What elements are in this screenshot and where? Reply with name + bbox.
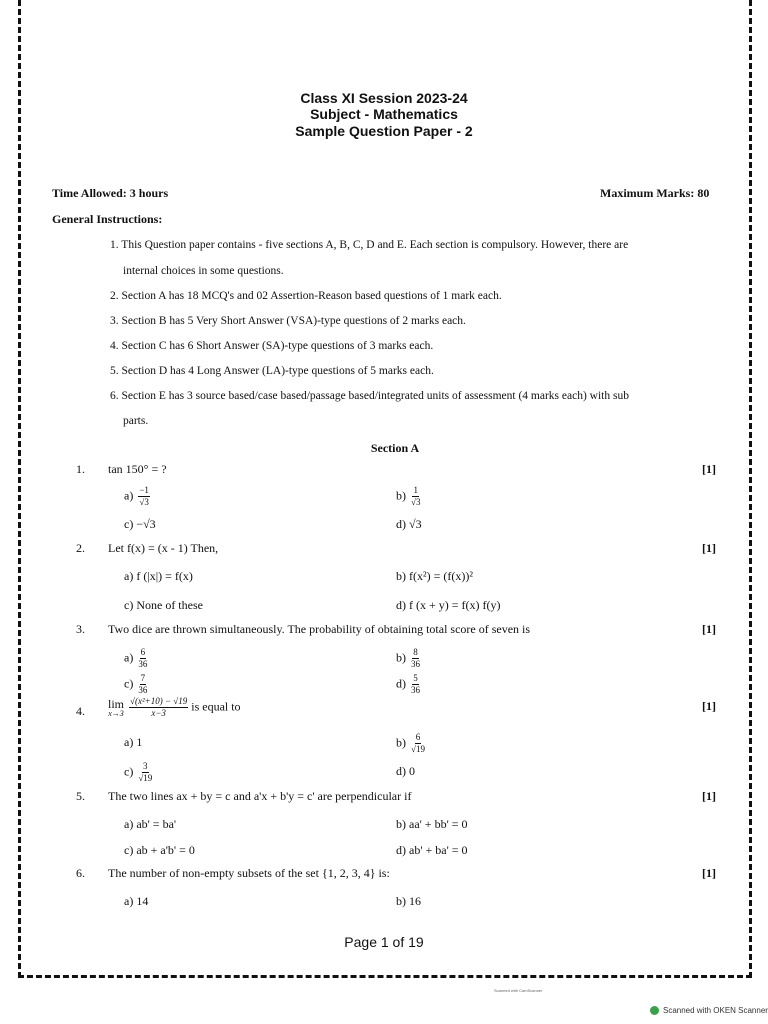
option-d: d) 0 — [396, 764, 415, 778]
question-marks: [1] — [702, 622, 716, 636]
question-number: 6. — [76, 866, 85, 880]
scanner-badge: Scanned with OKEN Scanner — [650, 1006, 768, 1015]
time-allowed: Time Allowed: 3 hours — [52, 186, 169, 200]
option-c: c) −√3 — [124, 517, 156, 531]
option-b: b) $\frac{8}{36}$ — [396, 647, 420, 669]
question-number: 4. — [76, 704, 85, 718]
option-c: c) None of these — [124, 598, 203, 612]
instruction-1: 1. This Question paper contains - five sections A, B, C, D and E. Each section is compulsory. However, there are — [110, 239, 629, 251]
instruction-1-cont: internal choices in some questions. — [123, 265, 284, 277]
question-marks: [1] — [702, 462, 716, 476]
question-text: lim x→3 $\frac{\text{√(x²+10) − √19}}{x-3}$ is equal to — [108, 696, 241, 718]
page-number: Page 1 of 19 — [344, 934, 424, 950]
option-a: a) $\frac{-1}{√3}$ — [124, 485, 149, 507]
question-number: 5. — [76, 789, 85, 803]
instruction-6-cont: parts. — [123, 415, 149, 427]
instruction-5: 5. Section D has 4 Long Answer (LA)-type questions of 5 marks each. — [110, 365, 434, 377]
option-d: d) √3 — [396, 517, 422, 531]
option-a: a) $\frac{6}{36}$ — [124, 647, 148, 669]
option-a: a) ab' = ba' — [124, 817, 177, 831]
option-c: c) $\frac{3}{√19}$ — [124, 761, 153, 783]
question-text: Two dice are thrown simultaneously. The probability of obtaining total score of seven is — [108, 622, 531, 636]
question-number: 2. — [76, 541, 85, 555]
option-b: b) 16 — [396, 894, 421, 908]
question-marks: [1] — [702, 699, 716, 713]
option-a: a) 14 — [124, 894, 149, 908]
option-c: c) $\frac{7}{36}$ — [124, 673, 148, 695]
question-text: The number of non-empty subsets of the set {1, 2, 3, 4} is: — [108, 866, 390, 880]
question-number: 1. — [76, 462, 85, 476]
question-text: The two lines ax + by = c and a'x + b'y = c' are perpendicular if — [108, 789, 412, 803]
scanner-logo-icon — [650, 1006, 659, 1015]
instruction-2: 2. Section A has 18 MCQ's and 02 Assertion-Reason based questions of 1 mark each. — [110, 290, 502, 302]
option-a: a) f (|x|) = f(x) — [124, 569, 193, 583]
instruction-3: 3. Section B has 5 Very Short Answer (VSA)-type questions of 2 marks each. — [110, 315, 466, 327]
paper-name: Sample Question Paper - 2 — [295, 123, 473, 139]
question-text: tan 150° = ? — [108, 462, 167, 476]
section-a-heading: Section A — [370, 441, 420, 455]
question-marks: [1] — [702, 866, 716, 880]
question-marks: [1] — [702, 789, 716, 803]
instruction-4: 4. Section C has 6 Short Answer (SA)-type questions of 3 marks each. — [110, 340, 434, 352]
question-text: Let f(x) = (x - 1) Then, — [108, 541, 219, 555]
option-d: d) ab' + ba' = 0 — [396, 843, 468, 857]
option-b: b) $\frac{6}{√19}$ — [396, 732, 425, 754]
option-b: b) f(x²) = (f(x))² — [396, 569, 473, 583]
paper-class-title: Class XI Session 2023-24 — [300, 90, 468, 106]
question-number: 3. — [76, 622, 85, 636]
option-b: b) aa' + bb' = 0 — [396, 817, 468, 831]
maximum-marks: Maximum Marks: 80 — [600, 186, 710, 200]
general-instructions-heading: General Instructions: — [52, 212, 163, 226]
instruction-6: 6. Section E has 3 source based/case based/passage based/integrated units of assessment (4 marks each) with sub — [110, 390, 629, 402]
option-a: a) 1 — [124, 735, 143, 749]
option-d: d) $\frac{5}{36}$ — [396, 673, 420, 695]
option-b: b) $\frac{1}{√3}$ — [396, 485, 421, 507]
option-d: d) f (x + y) = f(x) f(y) — [396, 598, 501, 612]
paper-subject: Subject - Mathematics — [310, 106, 458, 122]
scanner-watermark: Scanned with CamScanner — [494, 988, 543, 993]
question-marks: [1] — [702, 541, 716, 555]
option-c: c) ab + a'b' = 0 — [124, 843, 195, 857]
